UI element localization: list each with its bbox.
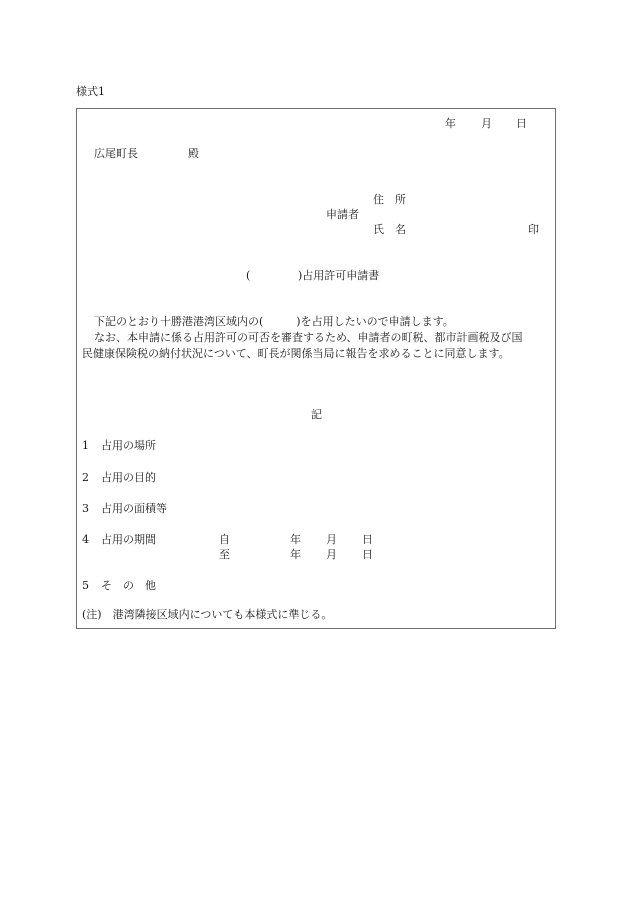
body-line-1: 下記のとおり十勝港港湾区域内の( )を占用したいので申請します。 xyxy=(94,315,454,328)
period-to-month: 月 xyxy=(326,548,337,561)
item-3-number: 3 xyxy=(82,502,89,515)
period-to-label: 至 xyxy=(219,548,230,561)
date-day-label: 日 xyxy=(516,117,527,130)
period-from-year: 年 xyxy=(290,533,301,546)
applicant-address-label: 住 所 xyxy=(373,193,406,206)
item-2-label: 占用の目的 xyxy=(101,471,156,484)
title-open-paren: ( xyxy=(246,269,251,282)
seal-mark: 印 xyxy=(528,223,539,236)
footnote: (注) 港湾隣接区域内についても本様式に準じる。 xyxy=(82,608,333,621)
addressee-name: 広尾町長 xyxy=(94,147,138,160)
ki-heading: 記 xyxy=(311,408,322,421)
item-3-label: 占用の面積等 xyxy=(101,502,167,515)
period-to-day: 日 xyxy=(362,548,373,561)
period-from-day: 日 xyxy=(362,533,373,546)
document-title: )占用許可申請書 xyxy=(298,269,380,282)
body-line-2: なお、本申請に係る占用許可の可否を審査するため、申請者の町税、都市計画税及び国 xyxy=(94,331,523,344)
item-4-label: 占用の期間 xyxy=(101,533,156,546)
period-to-year: 年 xyxy=(290,548,301,561)
item-2-number: 2 xyxy=(82,471,89,484)
date-year-label: 年 xyxy=(445,117,456,130)
item-1-label: 占用の場所 xyxy=(101,439,156,452)
applicant-label: 申請者 xyxy=(326,208,359,221)
item-5-label: そ の 他 xyxy=(101,579,156,592)
form-label: 様式1 xyxy=(76,85,105,98)
application-form-frame xyxy=(76,108,556,629)
item-1-number: 1 xyxy=(82,439,89,452)
addressee-honorific: 殿 xyxy=(188,147,199,160)
item-5-number: 5 xyxy=(82,579,89,592)
applicant-name-label: 氏 名 xyxy=(373,223,406,236)
period-from-label: 自 xyxy=(219,533,230,546)
date-month-label: 月 xyxy=(481,117,492,130)
item-4-number: 4 xyxy=(82,533,89,546)
period-from-month: 月 xyxy=(326,533,337,546)
body-line-3: 民健康保険税の納付状況について、町長が関係当局に報告を求めることに同意します。 xyxy=(82,347,510,360)
